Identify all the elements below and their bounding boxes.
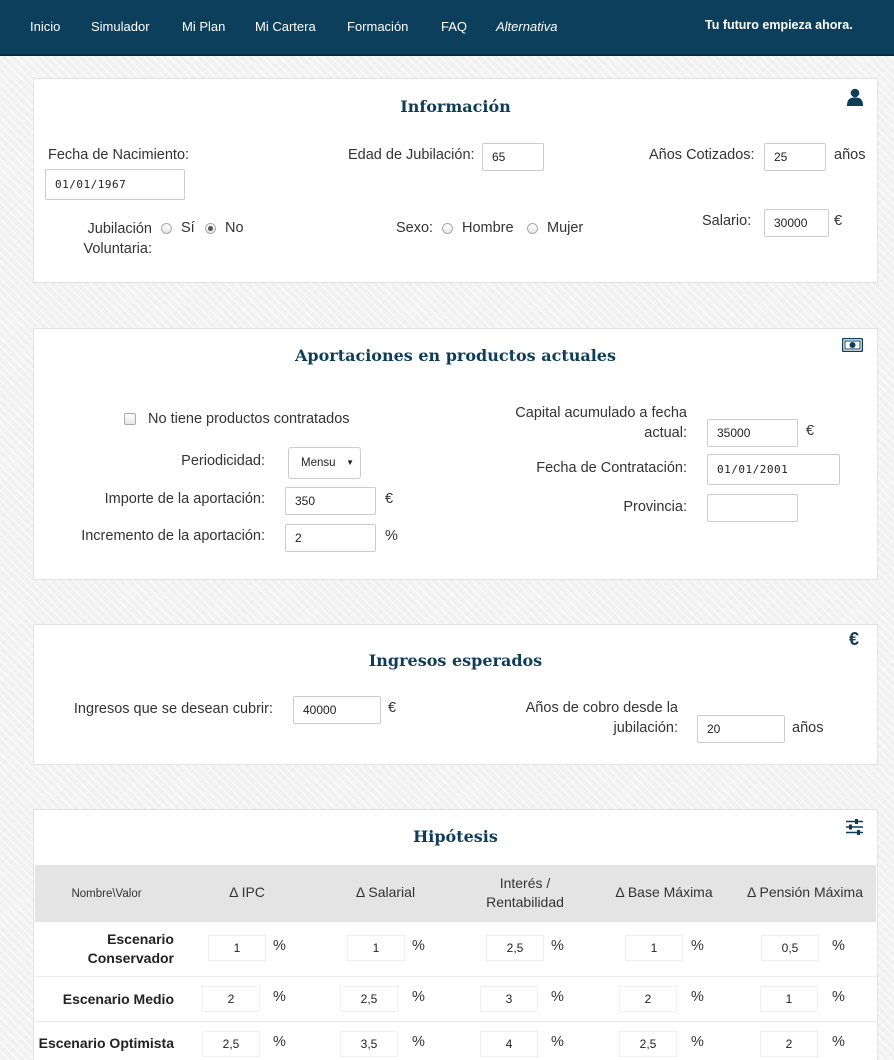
cell-conservador-pension[interactable] [761, 935, 819, 961]
period-label: Periodicidad: [181, 453, 265, 469]
info-title: Información [400, 97, 511, 116]
sex-hombre-label: Hombre [462, 220, 514, 236]
payout-years-unit: años [792, 720, 824, 736]
cell-unit: % [273, 1034, 286, 1050]
header-ipc: Δ IPC [229, 884, 265, 900]
sliders-icon[interactable] [846, 819, 863, 838]
header-base-maxima: Δ Base Máxima [615, 884, 713, 900]
province-input[interactable] [707, 494, 798, 522]
salary-unit: € [834, 213, 843, 229]
row-divider [35, 1021, 876, 1022]
increment-unit: % [385, 528, 398, 544]
cover-income-unit: € [388, 700, 397, 716]
nav-alternativa[interactable]: Alternativa [496, 19, 558, 34]
capital-unit: € [806, 423, 815, 439]
row-label-medio: Escenario Medio [62, 991, 174, 1007]
nav-formacion[interactable]: Formación [347, 19, 409, 34]
sex-hombre-radio[interactable] [442, 223, 453, 234]
cell-unit: % [273, 989, 286, 1005]
nav-simulador[interactable]: Simulador [91, 19, 150, 34]
salary-label: Salario: [702, 213, 752, 229]
tagline: Tu futuro empieza ahora. [705, 18, 853, 32]
nav-mi-cartera[interactable]: Mi Cartera [255, 19, 316, 34]
header-interes: Interés / Rentabilidad [486, 875, 564, 910]
income-title: Ingresos esperados [368, 651, 543, 670]
info-panel [33, 78, 878, 283]
hypothesis-table-header [35, 865, 876, 922]
header-name-value: Nombre\Valor [71, 888, 142, 900]
payout-years-label: Años de cobro desde la jubilación: [525, 700, 678, 736]
amount-input[interactable] [285, 487, 376, 515]
cell-conservador-interes[interactable] [486, 935, 544, 961]
header-salarial: Δ Salarial [355, 884, 416, 900]
cell-unit: % [832, 989, 845, 1005]
top-navbar [0, 0, 894, 56]
row-label-conservador: Escenario Conservador [87, 931, 174, 966]
birth-date-label: Fecha de Nacimiento: [48, 147, 190, 163]
euro-icon: € [849, 629, 860, 649]
cell-optimista-salarial[interactable] [340, 1031, 398, 1057]
cell-medio-base[interactable] [619, 986, 677, 1012]
cover-income-input[interactable] [293, 696, 381, 724]
sex-mujer-radio[interactable] [527, 223, 538, 234]
period-select-value: Mensu [301, 457, 336, 469]
cell-unit: % [273, 938, 286, 954]
voluntary-yes-radio[interactable] [161, 223, 172, 234]
cell-unit: % [412, 989, 425, 1005]
contributions-title: Aportaciones en productos actuales [295, 346, 616, 365]
cell-optimista-pension[interactable] [760, 1031, 818, 1057]
row-divider [35, 976, 876, 977]
cell-unit: % [832, 938, 845, 954]
period-select[interactable] [288, 447, 361, 479]
contract-date-label: Fecha de Contratación: [536, 460, 687, 476]
capital-label: Capital acumulado a fecha actual: [515, 405, 687, 441]
money-icon [842, 338, 863, 355]
amount-label: Importe de la aportación: [104, 491, 265, 507]
nav-inicio[interactable]: Inicio [30, 19, 61, 34]
chevron-down-icon: ▼ [346, 458, 354, 467]
nav-mi-plan[interactable]: Mi Plan [182, 19, 226, 34]
header-pension-maxima: Δ Pensión Máxima [747, 884, 863, 900]
sex-label: Sexo: [396, 220, 434, 236]
cell-unit: % [412, 938, 425, 954]
contributions-panel [33, 328, 878, 580]
voluntary-yes-label: Sí [181, 220, 195, 236]
cell-unit: % [412, 1034, 425, 1050]
row-label-optimista: Escenario Optimista [38, 1035, 174, 1051]
voluntary-no-label: No [225, 220, 244, 236]
user-icon [847, 88, 863, 109]
voluntary-no-radio[interactable] [205, 223, 216, 234]
cell-optimista-interes[interactable] [480, 1031, 538, 1057]
increment-label: Incremento de la aportación: [81, 528, 265, 544]
cell-unit: % [691, 1034, 704, 1050]
increment-input[interactable] [285, 524, 376, 552]
cell-unit: % [832, 1034, 845, 1050]
years-contrib-label: Años Cotizados: [649, 147, 755, 163]
cell-optimista-ipc[interactable] [202, 1031, 260, 1057]
retire-age-input[interactable] [482, 143, 544, 171]
birth-date-input[interactable] [45, 169, 185, 200]
cell-unit: % [691, 989, 704, 1005]
cell-conservador-base[interactable] [625, 935, 683, 961]
salary-input[interactable] [764, 209, 829, 237]
hypothesis-title: Hipótesis [413, 827, 498, 846]
hypothesis-panel [33, 809, 878, 1060]
contract-date-input[interactable] [707, 454, 840, 485]
cell-unit: % [551, 989, 564, 1005]
no-products-label: No tiene productos contratados [148, 411, 350, 427]
cell-medio-interes[interactable] [480, 986, 538, 1012]
cell-unit: % [551, 1034, 564, 1050]
cell-conservador-salarial[interactable] [347, 935, 405, 961]
cell-medio-ipc[interactable] [202, 986, 260, 1012]
sex-mujer-label: Mujer [547, 220, 584, 236]
retire-age-label: Edad de Jubilación: [348, 147, 475, 163]
payout-years-input[interactable] [697, 715, 785, 743]
cell-medio-salarial[interactable] [340, 986, 398, 1012]
no-products-checkbox[interactable] [124, 413, 136, 425]
capital-input[interactable] [707, 419, 798, 447]
years-unit: años [834, 147, 866, 163]
cover-income-label: Ingresos que se desean cubrir: [73, 701, 273, 717]
province-label: Provincia: [623, 499, 687, 515]
amount-unit: € [385, 491, 394, 507]
voluntary-label: Jubilación Voluntaria: [83, 221, 152, 257]
cell-unit: % [691, 938, 704, 954]
cell-optimista-base[interactable] [619, 1031, 677, 1057]
years-contrib-input[interactable] [764, 143, 826, 171]
cell-unit: % [551, 938, 564, 954]
income-panel [33, 624, 878, 765]
nav-faq[interactable]: FAQ [441, 19, 468, 34]
cell-medio-pension[interactable] [760, 986, 818, 1012]
cell-conservador-ipc[interactable] [208, 935, 266, 961]
